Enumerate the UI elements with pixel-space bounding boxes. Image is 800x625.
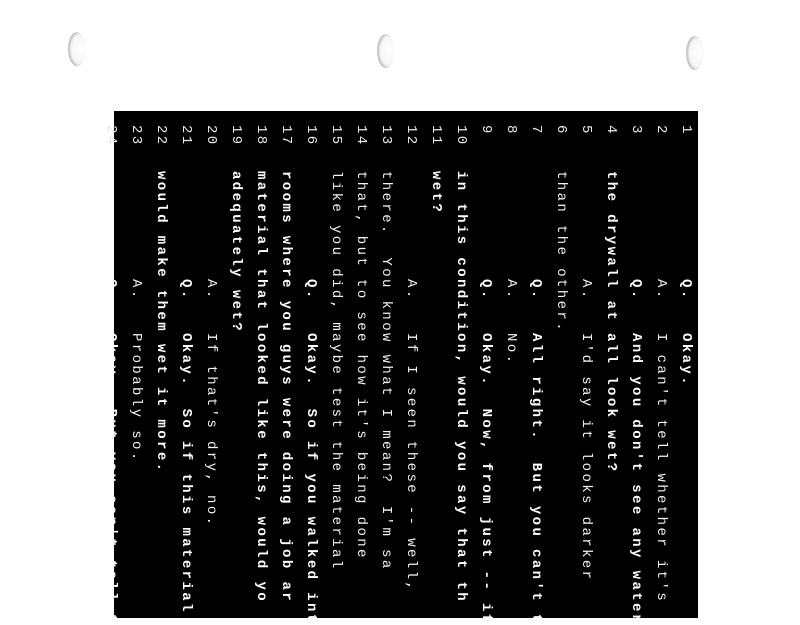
transcript-sheet: [103, 111, 698, 625]
line-number: 7: [528, 125, 544, 136]
line-text: material that looked like this, would yo: [253, 171, 269, 604]
line-number: 12: [403, 125, 419, 147]
line-text: A. If that's dry, no.: [203, 171, 219, 528]
line-text: Q. Okay. So if you walked int: [303, 171, 319, 625]
line-number: 2: [653, 125, 669, 136]
line-text: Q. Okay. So if this material: [178, 171, 194, 614]
line-number: 1: [678, 125, 694, 136]
line-text: wet?: [428, 171, 444, 215]
line-text: adequately wet?: [228, 171, 244, 334]
line-text: A. Probably so.: [128, 171, 144, 463]
line-text: Q. Okay. Now, from just -- if: [478, 171, 494, 625]
line-number: 21: [178, 125, 194, 147]
line-number: 5: [578, 125, 594, 136]
line-number: 13: [378, 125, 394, 147]
line-number: 4: [603, 125, 619, 136]
line-text: that, but to see how it's being done: [353, 171, 369, 560]
line-number: 3: [628, 125, 644, 136]
line-text: there. You know what I mean? I'm sa: [378, 171, 394, 571]
line-text: than the other.: [553, 171, 569, 334]
line-text: would make them wet it more.: [153, 171, 169, 474]
punch-hole-middle: [377, 34, 395, 68]
line-text: Q. Okay. But you can't tell t: [103, 171, 119, 625]
line-text: rooms where you guys were doing a job ar: [278, 171, 294, 604]
line-text: Q. And you don't see any water: [628, 171, 644, 625]
line-number: 18: [253, 125, 269, 147]
line-number: 15: [328, 125, 344, 147]
line-number: 14: [353, 125, 369, 147]
line-number: 20: [203, 125, 219, 147]
line-text: A. I'd say it looks darker: [578, 171, 594, 582]
line-text: the drywall at all look wet?: [603, 171, 619, 474]
line-text: like you did, maybe test the material: [328, 171, 344, 571]
line-text: in this condition, would you say that th: [453, 171, 469, 604]
line-number: 10: [453, 125, 469, 147]
line-number: 19: [228, 125, 244, 147]
line-number: 11: [428, 125, 444, 147]
line-number: 16: [303, 125, 319, 147]
line-text: Q. Okay.: [678, 171, 694, 388]
punch-hole-right: [686, 36, 704, 70]
transcript-text-block: [103, 111, 698, 625]
line-number: 24: [103, 125, 119, 147]
line-number: 9: [478, 125, 494, 136]
line-number: 6: [553, 125, 569, 136]
line-text: A. If I seen these -- well,: [403, 171, 419, 593]
line-number: 8: [503, 125, 519, 136]
line-text: A. No.: [503, 171, 519, 366]
line-number: 23: [128, 125, 144, 147]
punch-hole-left: [68, 32, 86, 66]
line-text: A. I can't tell whether it's: [653, 171, 669, 604]
line-text: Q. All right. But you can't t: [528, 171, 544, 625]
line-number: 22: [153, 125, 169, 147]
line-number: 17: [278, 125, 294, 147]
